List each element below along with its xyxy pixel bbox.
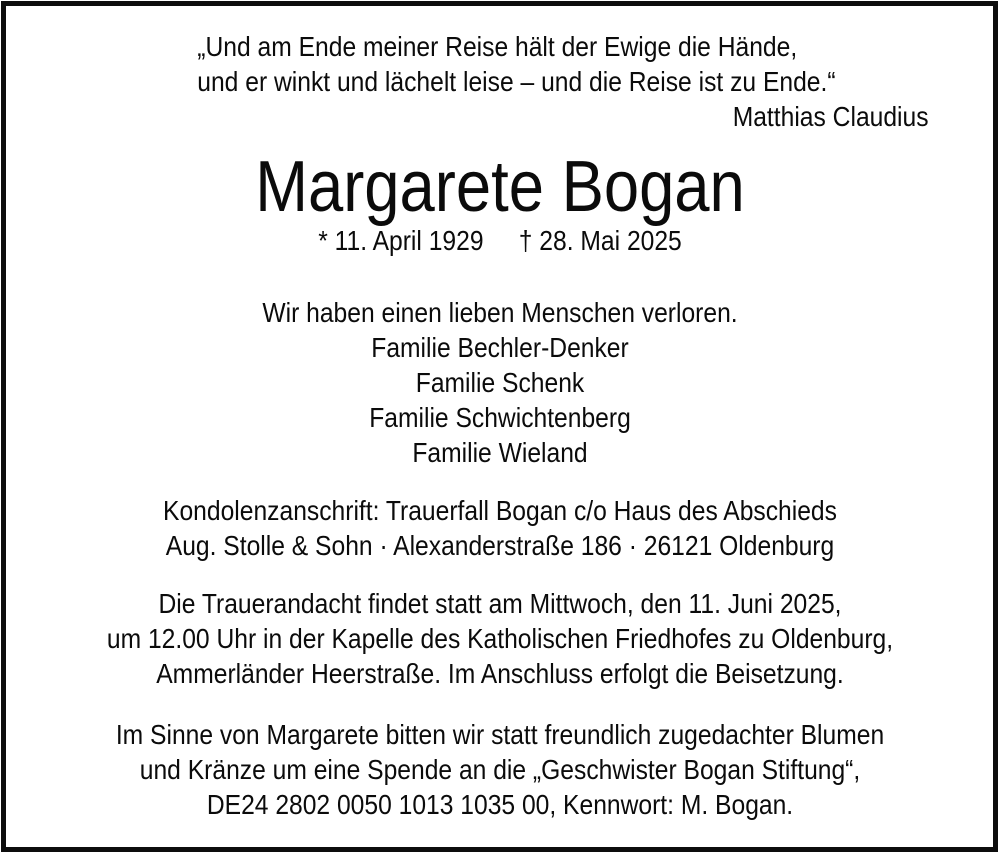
mourning-intro: Wir haben einen lieben Menschen verloren. — [262, 297, 738, 328]
mourning-section — [60, 295, 940, 470]
memorial-quote — [60, 29, 940, 134]
life-dates — [60, 223, 940, 258]
service-line-3: Ammerländer Heerstraße. Im Anschluss erfolgt die Beisetzung. — [156, 658, 844, 689]
condolence-address — [60, 493, 940, 563]
condolence-line-2: Aug. Stolle & Sohn · Alexanderstraße 186 · 26121 Oldenburg — [165, 530, 835, 561]
donation-line-2: und Kränze um eine Spende an die „Geschwister Bogan Stiftung“, — [139, 754, 861, 785]
condolence-line-1: Kondolenzanschrift: Trauerfall Bogan c/o Haus des Abschieds — [163, 495, 837, 526]
mourner-family: Familie Wieland — [412, 437, 588, 468]
obituary-notice — [60, 0, 940, 822]
service-details — [60, 586, 940, 691]
mourner-family: Familie Schenk — [415, 367, 585, 398]
mourner-family: Familie Schwichtenberg — [369, 402, 631, 433]
quote-attribution: Matthias Claudius — [732, 101, 929, 132]
donation-request — [60, 717, 940, 822]
birth-date: * 11. April 1929 — [318, 225, 484, 256]
service-line-2: um 12.00 Uhr in der Kapelle des Katholischen Friedhofes zu Oldenburg, — [106, 623, 894, 654]
quote-line-1: „Und am Ende meiner Reise hält der Ewige die Hände, — [197, 31, 798, 62]
quote-line-2: und er winkt und lächelt leise – und die Reise ist zu Ende.“ — [197, 66, 836, 97]
mourner-family: Familie Bechler-Denker — [371, 332, 629, 363]
deceased-name: Margarete Bogan — [255, 147, 745, 227]
donation-line-1: Im Sinne von Margarete bitten wir statt freundlich zugedachter Blumen — [115, 719, 885, 750]
donation-line-3: DE24 2802 0050 1013 1035 00, Kennwort: M. Bogan. — [206, 789, 794, 820]
death-date: † 28. Mai 2025 — [518, 225, 682, 256]
service-line-1: Die Trauerandacht findet statt am Mittwoch, den 11. Juni 2025, — [158, 588, 842, 619]
